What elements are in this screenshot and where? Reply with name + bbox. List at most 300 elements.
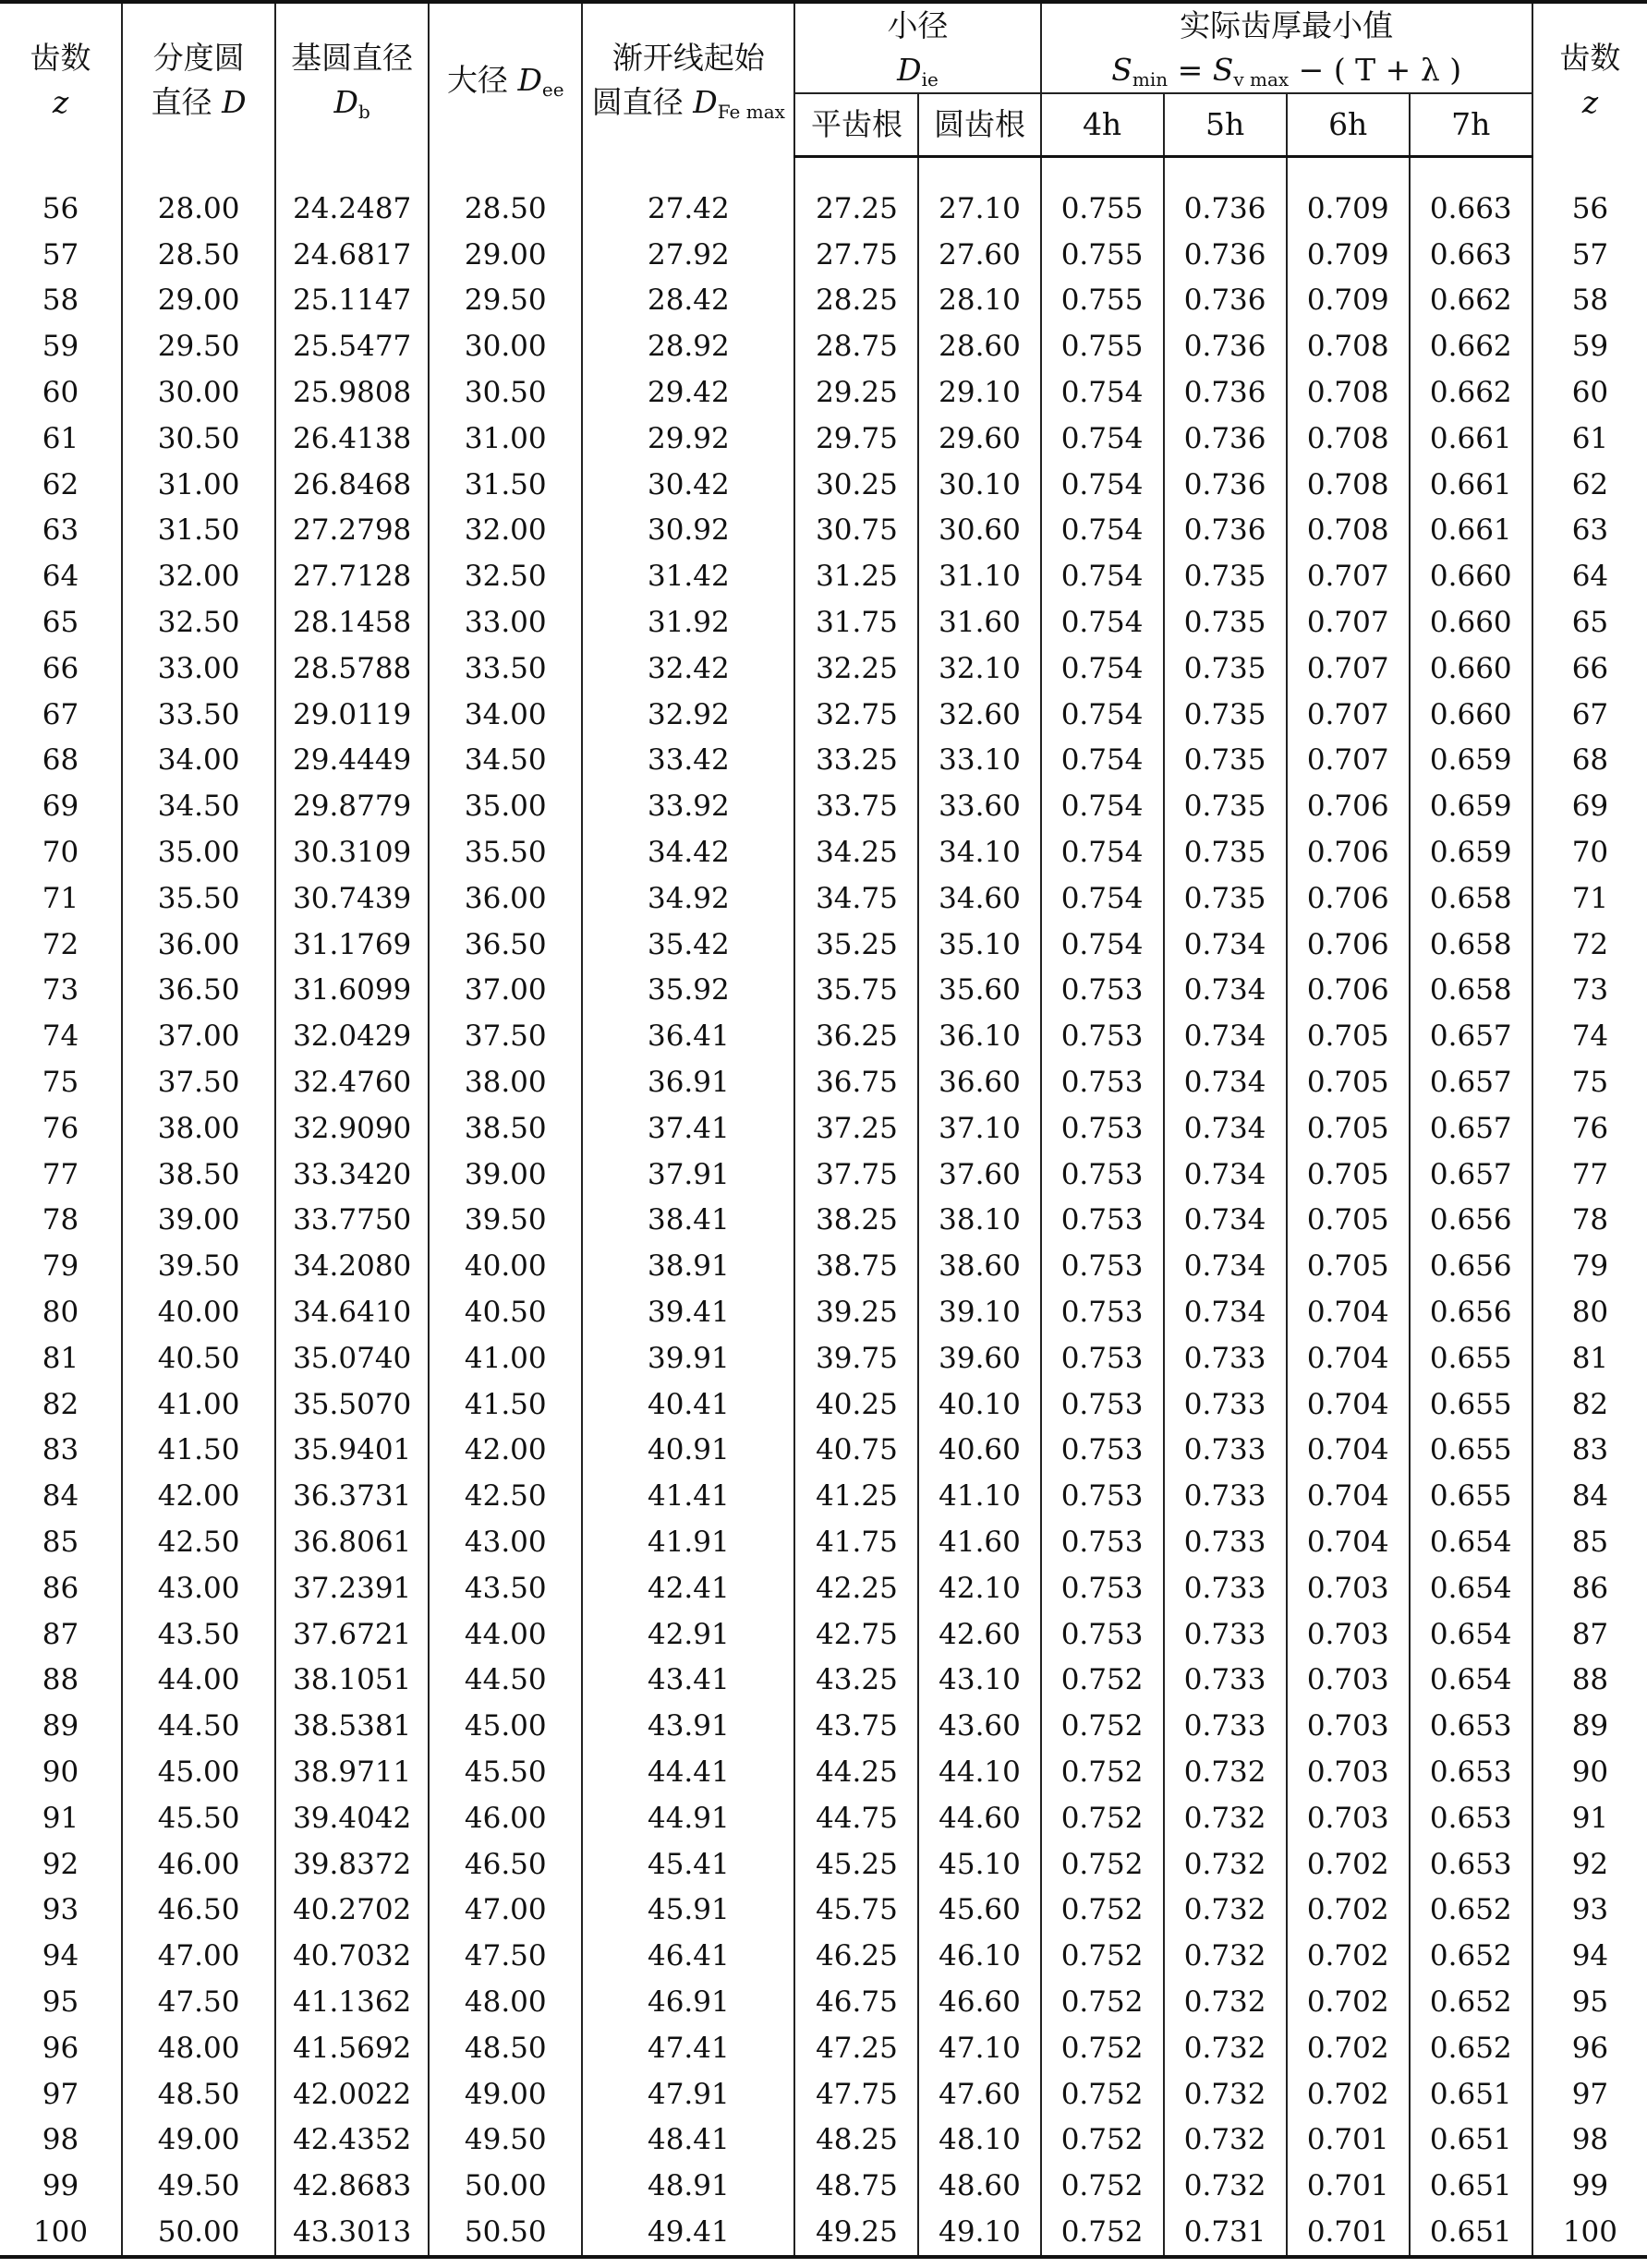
cell-minor-fillet: 47.60 [918, 2071, 1040, 2117]
cell-z: 72 [42, 927, 79, 961]
cell-major-dia: 39.50 [429, 1198, 582, 1244]
cell-thk-4h: 0.754 [1041, 692, 1164, 738]
cell-minor-fillet: 29.10 [918, 369, 1040, 416]
cell-base-dia: 29.0119 [275, 692, 429, 738]
cell-thk-6h: 0.706 [1287, 968, 1410, 1014]
cell-involute-dia: 31.92 [582, 599, 794, 645]
cell-thk-7h: 0.661 [1410, 416, 1532, 462]
cell-z-right: 71 [1532, 875, 1647, 922]
cell-major-dia: 28.50 [429, 186, 582, 232]
cell-thk-7h: 0.658 [1410, 875, 1532, 922]
table-row [0, 1565, 1647, 1611]
cell-thk-7h: 0.655 [1410, 1473, 1532, 1519]
cell-z: 68 [42, 743, 79, 778]
cell-thk-4h: 0.753 [1041, 1381, 1164, 1428]
cell-z: 93 [42, 1893, 79, 1927]
cell-z-right: 100 [1532, 2209, 1647, 2257]
cell-major-dia: 41.50 [429, 1381, 582, 1428]
cell-involute-dia: 27.42 [582, 186, 794, 232]
table-row [0, 922, 1647, 968]
cell-thk-7h: 0.663 [1410, 232, 1532, 278]
cell-thk-5h: 0.733 [1164, 1519, 1287, 1565]
cell-pitch-dia: 32.00 [122, 553, 275, 599]
cell-involute-dia: 30.92 [582, 508, 794, 554]
cell-thk-6h: 0.704 [1287, 1428, 1410, 1474]
table-row [0, 599, 1647, 645]
cell-minor-fillet: 29.60 [918, 416, 1040, 462]
header-grade-7h: 7h [1410, 93, 1532, 157]
cell-minor-flat: 48.25 [794, 2117, 918, 2163]
cell-z-right: 86 [1532, 1565, 1647, 1611]
cell-thk-7h: 0.660 [1410, 599, 1532, 645]
cell-thk-4h: 0.753 [1041, 1519, 1164, 1565]
table-row [0, 2163, 1647, 2209]
cell-involute-dia: 43.41 [582, 1658, 794, 1704]
cell-major-dia: 42.00 [429, 1428, 582, 1474]
cell-base-dia: 43.3013 [275, 2209, 429, 2257]
cell-involute-dia: 38.91 [582, 1243, 794, 1289]
table-row [0, 186, 1647, 232]
cell-pitch-dia: 45.50 [122, 1795, 275, 1841]
cell-pitch-dia: 50.00 [122, 2209, 275, 2257]
cell-thk-6h: 0.706 [1287, 783, 1410, 829]
table-row [0, 1428, 1647, 1474]
cell-z-right: 66 [1532, 645, 1647, 692]
cell-involute-dia: 48.91 [582, 2163, 794, 2209]
cell-minor-flat: 30.25 [794, 462, 918, 508]
cell-major-dia: 40.50 [429, 1289, 582, 1335]
cell-thk-6h: 0.706 [1287, 875, 1410, 922]
cell-z: 78 [42, 1203, 79, 1237]
cell-base-dia: 27.7128 [275, 553, 429, 599]
cell-z: 60 [42, 376, 79, 410]
cell-involute-dia: 42.91 [582, 1611, 794, 1658]
cell-thk-4h: 0.754 [1041, 783, 1164, 829]
cell-thk-5h: 0.732 [1164, 1749, 1287, 1795]
cell-z-right: 88 [1532, 1658, 1647, 1704]
table-body [0, 157, 1647, 2257]
cell-minor-fillet: 48.10 [918, 2117, 1040, 2163]
cell-pitch-dia: 37.50 [122, 1059, 275, 1105]
table-row [0, 2209, 1647, 2257]
cell-thk-7h: 0.657 [1410, 1059, 1532, 1105]
cell-minor-flat: 28.75 [794, 323, 918, 369]
cell-thk-6h: 0.702 [1287, 1887, 1410, 1933]
cell-involute-dia: 31.42 [582, 553, 794, 599]
cell-z: 80 [42, 1296, 79, 1330]
table-row [0, 783, 1647, 829]
cell-z-right: 91 [1532, 1795, 1647, 1841]
cell-z-right: 62 [1532, 462, 1647, 508]
cell-thk-6h: 0.701 [1287, 2209, 1410, 2257]
cell-involute-dia: 48.41 [582, 2117, 794, 2163]
cell-base-dia: 36.3731 [275, 1473, 429, 1519]
cell-z: 85 [42, 1526, 79, 1559]
cell-base-dia: 25.1147 [275, 278, 429, 324]
cell-thk-4h: 0.754 [1041, 599, 1164, 645]
cell-z-right: 69 [1532, 783, 1647, 829]
cell-involute-dia: 42.41 [582, 1565, 794, 1611]
cell-base-dia: 28.5788 [275, 645, 429, 692]
cell-thk-7h: 0.662 [1410, 323, 1532, 369]
cell-base-dia: 24.2487 [275, 186, 429, 232]
cell-thk-6h: 0.704 [1287, 1289, 1410, 1335]
cell-minor-flat: 39.75 [794, 1335, 918, 1381]
cell-base-dia: 42.4352 [275, 2117, 429, 2163]
cell-involute-dia: 29.42 [582, 369, 794, 416]
cell-minor-flat: 49.25 [794, 2209, 918, 2257]
cell-thk-6h: 0.704 [1287, 1473, 1410, 1519]
cell-involute-dia: 35.92 [582, 968, 794, 1014]
cell-thk-4h: 0.753 [1041, 1243, 1164, 1289]
cell-major-dia: 34.00 [429, 692, 582, 738]
cell-thk-7h: 0.659 [1410, 783, 1532, 829]
table-row [0, 1152, 1647, 1198]
table-row [0, 1381, 1647, 1428]
cell-involute-dia: 39.91 [582, 1335, 794, 1381]
cell-minor-flat: 46.75 [794, 1979, 918, 2025]
cell-thk-5h: 0.734 [1164, 1059, 1287, 1105]
cell-minor-fillet: 27.60 [918, 232, 1040, 278]
cell-thk-7h: 0.653 [1410, 1749, 1532, 1795]
cell-z-right: 56 [1532, 186, 1647, 232]
cell-base-dia: 24.6817 [275, 232, 429, 278]
cell-minor-flat: 42.25 [794, 1565, 918, 1611]
cell-major-dia: 47.00 [429, 1887, 582, 1933]
cell-thk-7h: 0.655 [1410, 1335, 1532, 1381]
table-row [0, 416, 1647, 462]
table-row [0, 278, 1647, 324]
table-row [0, 829, 1647, 875]
cell-thk-4h: 0.752 [1041, 2117, 1164, 2163]
cell-minor-flat: 34.25 [794, 829, 918, 875]
cell-major-dia: 41.00 [429, 1335, 582, 1381]
cell-thk-6h: 0.701 [1287, 2117, 1410, 2163]
cell-base-dia: 36.8061 [275, 1519, 429, 1565]
cell-thk-6h: 0.708 [1287, 508, 1410, 554]
cell-involute-dia: 40.41 [582, 1381, 794, 1428]
cell-pitch-dia: 47.50 [122, 1979, 275, 2025]
cell-involute-dia: 32.92 [582, 692, 794, 738]
cell-thk-6h: 0.705 [1287, 1152, 1410, 1198]
cell-thk-6h: 0.709 [1287, 186, 1410, 232]
cell-z-right: 92 [1532, 1841, 1647, 1888]
cell-minor-flat: 35.25 [794, 922, 918, 968]
cell-pitch-dia: 44.00 [122, 1658, 275, 1704]
cell-pitch-dia: 30.00 [122, 369, 275, 416]
cell-major-dia: 44.50 [429, 1658, 582, 1704]
cell-thk-5h: 0.736 [1164, 232, 1287, 278]
cell-involute-dia: 44.41 [582, 1749, 794, 1795]
cell-minor-flat: 47.75 [794, 2071, 918, 2117]
cell-z: 56 [42, 191, 79, 225]
cell-involute-dia: 30.42 [582, 462, 794, 508]
cell-minor-flat: 32.25 [794, 645, 918, 692]
cell-base-dia: 38.5381 [275, 1703, 429, 1749]
cell-thk-4h: 0.755 [1041, 232, 1164, 278]
cell-pitch-dia: 36.00 [122, 922, 275, 968]
cell-z-right: 74 [1532, 1013, 1647, 1059]
cell-major-dia: 32.50 [429, 553, 582, 599]
cell-z-right: 82 [1532, 1381, 1647, 1428]
cell-thk-7h: 0.662 [1410, 278, 1532, 324]
cell-thk-5h: 0.736 [1164, 416, 1287, 462]
cell-z: 88 [42, 1663, 79, 1697]
cell-major-dia: 33.00 [429, 599, 582, 645]
cell-minor-flat: 33.25 [794, 738, 918, 784]
table-row [0, 1198, 1647, 1244]
cell-major-dia: 49.00 [429, 2071, 582, 2117]
cell-thk-4h: 0.755 [1041, 278, 1164, 324]
cell-involute-dia: 40.91 [582, 1428, 794, 1474]
cell-involute-dia: 36.91 [582, 1059, 794, 1105]
cell-z: 99 [42, 2169, 79, 2203]
cell-thk-5h: 0.732 [1164, 2163, 1287, 2209]
cell-major-dia: 36.50 [429, 922, 582, 968]
cell-minor-flat: 31.25 [794, 553, 918, 599]
cell-minor-fillet: 42.10 [918, 1565, 1040, 1611]
cell-major-dia: 43.50 [429, 1565, 582, 1611]
cell-z-right: 77 [1532, 1152, 1647, 1198]
cell-thk-4h: 0.754 [1041, 645, 1164, 692]
cell-thk-5h: 0.735 [1164, 783, 1287, 829]
cell-minor-flat: 43.25 [794, 1658, 918, 1704]
cell-thk-6h: 0.709 [1287, 278, 1410, 324]
cell-pitch-dia: 33.00 [122, 645, 275, 692]
cell-minor-fillet: 35.60 [918, 968, 1040, 1014]
cell-thk-5h: 0.734 [1164, 1152, 1287, 1198]
cell-thk-4h: 0.753 [1041, 1289, 1164, 1335]
cell-minor-flat: 46.25 [794, 1933, 918, 1979]
cell-major-dia: 45.50 [429, 1749, 582, 1795]
cell-thk-5h: 0.736 [1164, 462, 1287, 508]
cell-major-dia: 46.50 [429, 1841, 582, 1888]
cell-major-dia: 36.00 [429, 875, 582, 922]
cell-thk-4h: 0.752 [1041, 2163, 1164, 2209]
cell-minor-fillet: 39.10 [918, 1289, 1040, 1335]
cell-z: 87 [42, 1617, 79, 1651]
cell-thk-6h: 0.706 [1287, 829, 1410, 875]
cell-base-dia: 31.6099 [275, 968, 429, 1014]
cell-minor-fillet: 43.10 [918, 1658, 1040, 1704]
table-row [0, 1059, 1647, 1105]
cell-minor-flat: 37.75 [794, 1152, 918, 1198]
cell-pitch-dia: 28.50 [122, 232, 275, 278]
table-row [0, 968, 1647, 1014]
cell-thk-6h: 0.707 [1287, 599, 1410, 645]
cell-z-right: 57 [1532, 232, 1647, 278]
cell-thk-6h: 0.708 [1287, 323, 1410, 369]
cell-involute-dia: 36.41 [582, 1013, 794, 1059]
table-row [0, 875, 1647, 922]
table-row [0, 1243, 1647, 1289]
header-base-diameter: 基圆直径 $D_b$ [275, 2, 429, 157]
cell-thk-7h: 0.656 [1410, 1289, 1532, 1335]
cell-thk-4h: 0.754 [1041, 738, 1164, 784]
cell-minor-flat: 44.25 [794, 1749, 918, 1795]
cell-thk-5h: 0.735 [1164, 829, 1287, 875]
cell-minor-fillet: 46.60 [918, 1979, 1040, 2025]
cell-minor-flat: 38.25 [794, 1198, 918, 1244]
table-row [0, 1841, 1647, 1888]
cell-thk-5h: 0.732 [1164, 2117, 1287, 2163]
cell-thk-5h: 0.732 [1164, 1795, 1287, 1841]
cell-involute-dia: 35.42 [582, 922, 794, 968]
cell-z-right: 67 [1532, 692, 1647, 738]
cell-involute-dia: 37.41 [582, 1105, 794, 1152]
cell-minor-fillet: 27.10 [918, 186, 1040, 232]
cell-thk-4h: 0.754 [1041, 369, 1164, 416]
cell-thk-7h: 0.657 [1410, 1152, 1532, 1198]
cell-minor-flat: 37.25 [794, 1105, 918, 1152]
cell-thk-5h: 0.733 [1164, 1658, 1287, 1704]
cell-thk-6h: 0.707 [1287, 738, 1410, 784]
cell-minor-flat: 42.75 [794, 1611, 918, 1658]
cell-minor-fillet: 44.60 [918, 1795, 1040, 1841]
cell-thk-7h: 0.656 [1410, 1198, 1532, 1244]
cell-thk-7h: 0.652 [1410, 1979, 1532, 2025]
cell-base-dia: 41.1362 [275, 1979, 429, 2025]
cell-pitch-dia: 35.50 [122, 875, 275, 922]
cell-thk-7h: 0.651 [1410, 2071, 1532, 2117]
cell-z: 62 [42, 467, 79, 501]
cell-z-right: 60 [1532, 369, 1647, 416]
cell-z: 76 [42, 1111, 79, 1145]
cell-pitch-dia: 35.00 [122, 829, 275, 875]
cell-pitch-dia: 41.50 [122, 1428, 275, 1474]
cell-involute-dia: 43.91 [582, 1703, 794, 1749]
cell-thk-4h: 0.753 [1041, 1565, 1164, 1611]
cell-z-right: 65 [1532, 599, 1647, 645]
cell-minor-flat: 40.25 [794, 1381, 918, 1428]
cell-z: 67 [42, 697, 79, 731]
cell-pitch-dia: 48.50 [122, 2071, 275, 2117]
cell-z-right: 87 [1532, 1611, 1647, 1658]
cell-involute-dia: 32.42 [582, 645, 794, 692]
cell-pitch-dia: 46.50 [122, 1887, 275, 1933]
cell-minor-flat: 29.25 [794, 369, 918, 416]
cell-z: 82 [42, 1387, 79, 1421]
cell-thk-7h: 0.661 [1410, 462, 1532, 508]
cell-thk-4h: 0.752 [1041, 2071, 1164, 2117]
cell-thk-6h: 0.705 [1287, 1013, 1410, 1059]
cell-base-dia: 41.5692 [275, 2025, 429, 2071]
cell-thk-7h: 0.653 [1410, 1795, 1532, 1841]
table-row [0, 369, 1647, 416]
cell-thk-4h: 0.752 [1041, 1933, 1164, 1979]
cell-z: 89 [42, 1709, 79, 1743]
cell-z-right: 95 [1532, 1979, 1647, 2025]
cell-thk-5h: 0.733 [1164, 1611, 1287, 1658]
cell-thk-4h: 0.754 [1041, 922, 1164, 968]
cell-minor-flat: 34.75 [794, 875, 918, 922]
cell-thk-5h: 0.735 [1164, 645, 1287, 692]
cell-thk-4h: 0.754 [1041, 875, 1164, 922]
table-row [0, 1795, 1647, 1841]
cell-minor-fillet: 44.10 [918, 1749, 1040, 1795]
cell-z: 86 [42, 1571, 79, 1605]
cell-base-dia: 38.9711 [275, 1749, 429, 1795]
cell-pitch-dia: 31.00 [122, 462, 275, 508]
cell-major-dia: 40.00 [429, 1243, 582, 1289]
cell-thk-7h: 0.654 [1410, 1565, 1532, 1611]
cell-thk-7h: 0.651 [1410, 2209, 1532, 2257]
cell-thk-4h: 0.752 [1041, 1887, 1164, 1933]
cell-minor-flat: 44.75 [794, 1795, 918, 1841]
cell-minor-flat: 43.75 [794, 1703, 918, 1749]
cell-thk-7h: 0.660 [1410, 645, 1532, 692]
table-row [0, 323, 1647, 369]
cell-z-right: 80 [1532, 1289, 1647, 1335]
cell-thk-5h: 0.735 [1164, 599, 1287, 645]
cell-thk-5h: 0.734 [1164, 968, 1287, 1014]
cell-z-right: 85 [1532, 1519, 1647, 1565]
cell-thk-6h: 0.704 [1287, 1519, 1410, 1565]
cell-base-dia: 38.1051 [275, 1658, 429, 1704]
cell-z: 69 [42, 790, 79, 824]
header-major-diameter: 大径 $D_{ee}$ [429, 2, 582, 157]
cell-z: 84 [42, 1479, 79, 1514]
cell-thk-7h: 0.662 [1410, 369, 1532, 416]
cell-base-dia: 35.5070 [275, 1381, 429, 1428]
cell-major-dia: 48.50 [429, 2025, 582, 2071]
cell-base-dia: 39.8372 [275, 1841, 429, 1888]
cell-thk-6h: 0.707 [1287, 692, 1410, 738]
cell-z-right: 63 [1532, 508, 1647, 554]
cell-thk-7h: 0.659 [1410, 738, 1532, 784]
cell-base-dia: 25.5477 [275, 323, 429, 369]
table-row [0, 508, 1647, 554]
cell-thk-5h: 0.733 [1164, 1335, 1287, 1381]
cell-involute-dia: 28.92 [582, 323, 794, 369]
cell-thk-5h: 0.732 [1164, 2025, 1287, 2071]
cell-pitch-dia: 39.00 [122, 1198, 275, 1244]
cell-pitch-dia: 44.50 [122, 1703, 275, 1749]
cell-minor-flat: 33.75 [794, 783, 918, 829]
cell-major-dia: 29.00 [429, 232, 582, 278]
cell-minor-flat: 29.75 [794, 416, 918, 462]
table-row [0, 1611, 1647, 1658]
cell-pitch-dia: 39.50 [122, 1243, 275, 1289]
cell-thk-4h: 0.752 [1041, 1703, 1164, 1749]
cell-thk-7h: 0.657 [1410, 1105, 1532, 1152]
table-row [0, 2117, 1647, 2163]
cell-thk-6h: 0.702 [1287, 1933, 1410, 1979]
cell-major-dia: 31.00 [429, 416, 582, 462]
cell-major-dia: 30.00 [429, 323, 582, 369]
cell-base-dia: 42.8683 [275, 2163, 429, 2209]
cell-major-dia: 46.00 [429, 1795, 582, 1841]
cell-thk-5h: 0.733 [1164, 1703, 1287, 1749]
cell-minor-fillet: 47.10 [918, 2025, 1040, 2071]
cell-z-right: 78 [1532, 1198, 1647, 1244]
cell-base-dia: 34.6410 [275, 1289, 429, 1335]
table-row [0, 1289, 1647, 1335]
cell-minor-fillet: 33.10 [918, 738, 1040, 784]
header-grade-4h: 4h [1041, 93, 1164, 157]
cell-pitch-dia: 41.00 [122, 1381, 275, 1428]
cell-base-dia: 35.0740 [275, 1335, 429, 1381]
cell-pitch-dia: 36.50 [122, 968, 275, 1014]
cell-thk-6h: 0.702 [1287, 1841, 1410, 1888]
cell-thk-6h: 0.703 [1287, 1795, 1410, 1841]
cell-base-dia: 31.1769 [275, 922, 429, 968]
cell-major-dia: 30.50 [429, 369, 582, 416]
cell-minor-fillet: 36.10 [918, 1013, 1040, 1059]
cell-z: 97 [42, 2077, 79, 2111]
cell-thk-6h: 0.705 [1287, 1059, 1410, 1105]
cell-major-dia: 31.50 [429, 462, 582, 508]
